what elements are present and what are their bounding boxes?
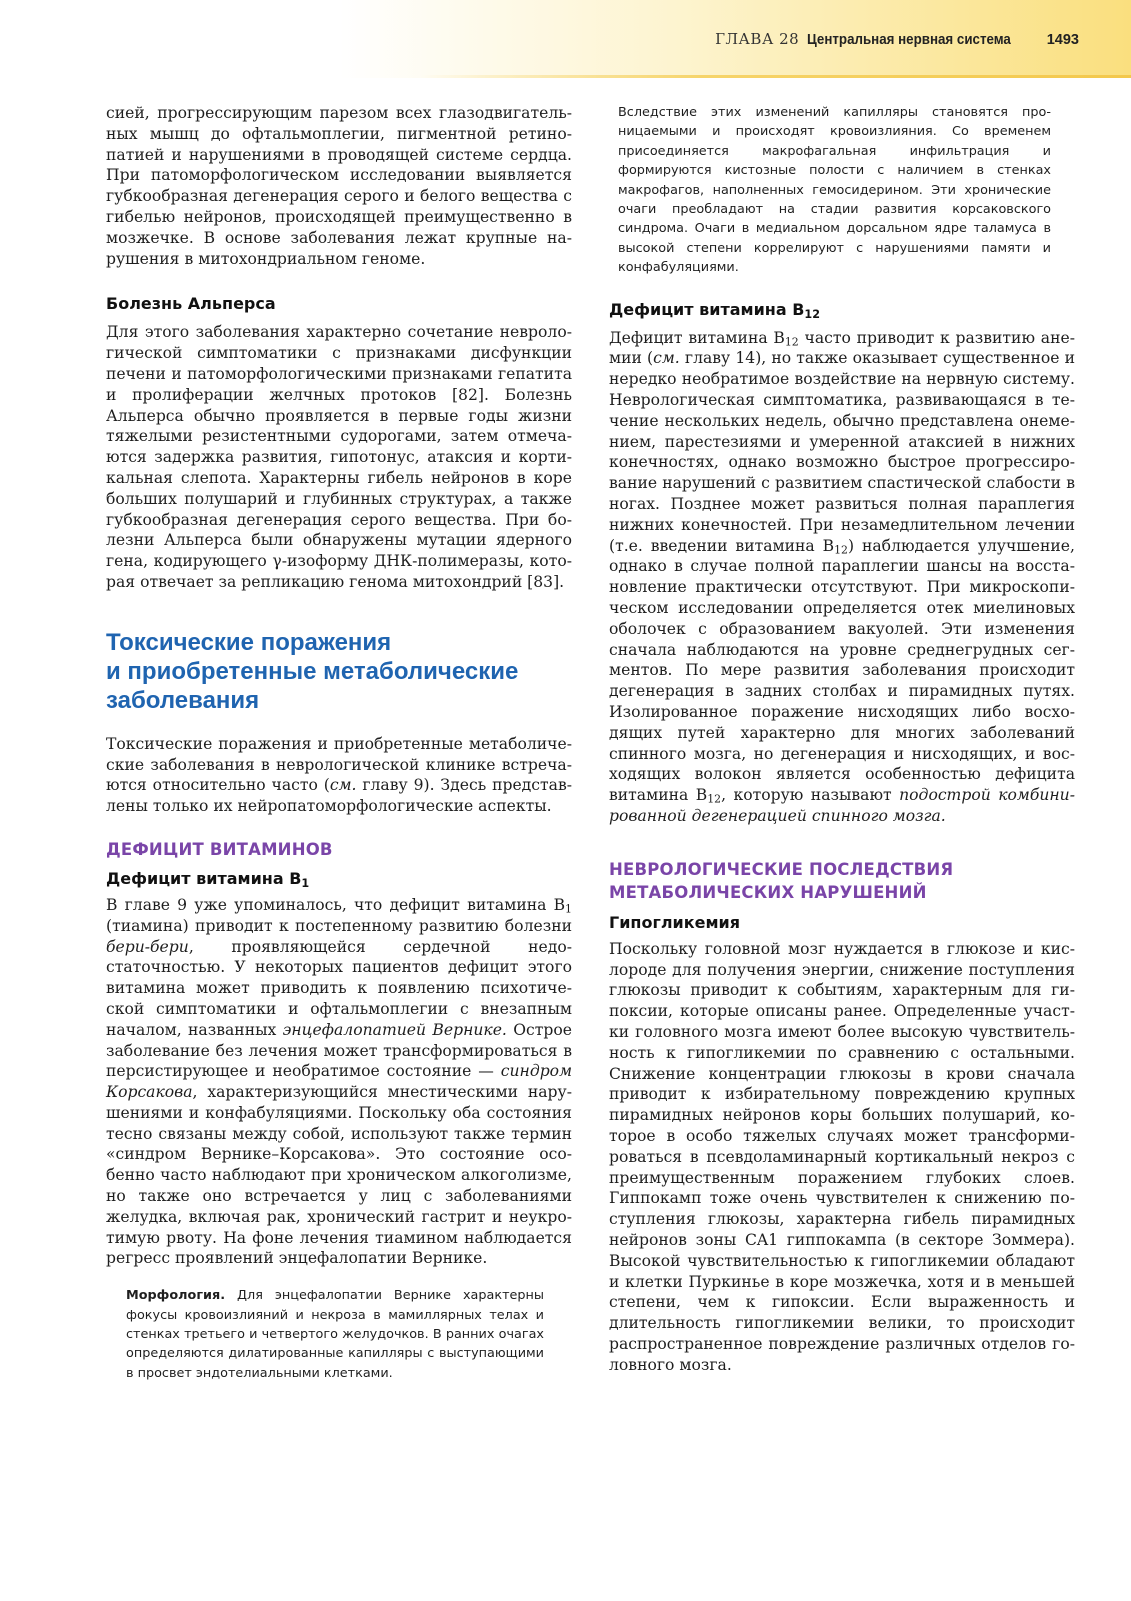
alpers-paragraph: Для этого заболевания характерно сочетание неврологической симптоматики с признаками дисфункции печени и патоморфологическими признаками гепатита и пролиферации желчных протоков [82]. Болезнь Альперса обычно проявляется в первые годы жизни тяжелыми резистентными судорогами, затем отмечаются задержка развития, гипотонус, атаксия и кортикальная слепота. Характерны гибель нейронов в коре больших полушарий и глубинных структурах, а также губкообразная дегенерация серого вещества. При болезни Альперса были обнаружены мутации ядерного гена, кодирующего γ-изоформу ДНК-полимеразы, которая отвечает за репликацию генома митохондрий [83].	[106, 323, 572, 591]
subscript: 12	[707, 792, 722, 806]
text-run: Острое заболевание без лечения может трансформироваться в персистирующее и необратимое состояние —	[106, 1020, 572, 1081]
hypoglycemia-heading: Гипогликемия	[609, 912, 741, 932]
b12-paragraph	[609, 328, 1075, 827]
running-head	[715, 29, 1079, 50]
subscript: 1	[565, 902, 572, 916]
italic-term: бери-бери	[106, 937, 189, 956]
text-run: , характеризующийся мнестическими нарушениями и конфабуляциями. Поскольку оба состояния тесно связаны между собой, используют также термин «синдром Вернике–Корсакова». Это состояние особенно часто наблюдают при хроническом алкоголизме, но также оно встречается у лиц с заболеваниями желудка, включая рак, хронический гастрит и неукротимую рвоту. На фоне лечения тиамином наблюдается регресс проявлений энцефалопатии Вернике.	[106, 1083, 572, 1268]
neuro-section-heading	[609, 858, 1075, 904]
text-run: часто приводит к развитию анемии (	[609, 328, 1075, 368]
toxic-heading-line: и приобретенные метаболические	[106, 657, 519, 685]
text-run: Для энцефалопатии Вернике характерны фокусы кровоизлияний и некроза в мамиллярных телах и стенках третьего и четвертого желудочков. В ранних очагах определяются дилатированные капилляры с выступающими в просвет эндотелиальными клетками.	[126, 1288, 544, 1381]
italic-term: синдром Корсакова	[106, 1062, 572, 1102]
italic-term: энцефалопатией Вернике.	[282, 1020, 507, 1039]
neuro-heading-line: МЕТАБОЛИЧЕСКИХ НАРУШЕНИЙ	[609, 882, 927, 902]
b1-heading-sub: 1	[301, 876, 310, 890]
chapter-label: ГЛАВА 28	[715, 30, 800, 48]
page-number: 1493	[1046, 32, 1079, 48]
see-ref: см.	[329, 776, 357, 795]
text-run: главу 9). Здесь представлены только их нейропатоморфологические аспекты.	[106, 776, 572, 816]
text-run: ) наблюдается улучшение, однако в случае полной параплегии шансы на восстановление практически отсутствуют. При микроскопическом исследовании определяется отек миелиновых оболочек с образованием вакуолей. Эти изменения сначала наблюдаются на уровне среднегрудных сегментов. По мере развития заболевания происходит дегенерация в задних столбах и пирамидных путях. Изолированное поражение нисходящих либо восходящих путей характерно для многих заболеваний спинного мозга, но дегенерация и нисходящих, и восходящих волокон является особенностью дефицита витамина B	[609, 536, 1075, 805]
morphology-paragraph	[106, 1286, 572, 1383]
hypoglycemia-paragraph: Поскольку головной мозг нуждается в глюкозе и кислороде для получения энергии, снижение поступления глюкозы приводит к событиям, характерным для гипоксии, которые описаны ранее. Определенные участки головного мозга имеют более высокую чувствительность к гипогликемии по сравнению с остальными. Снижение концентрации глюкозы в крови сначала приводит к избирательному повреждению крупных пирамидных нейронов коры больших полушарий, которое в особо тяжелых случаях может трансформироваться в псевдоламинарный кортикальный некроз с преимущественным поражением глубоких слоев. Гиппокамп тоже очень чувствителен к снижению поступления глюкозы, характерна гибель пирамидных нейронов зоны CA1 гиппокампа (в секторе Зоммера). Высокой чувствительностью к гипогликемии обладают и клетки Пуркинье в коре мозжечка, хотя и в меньшей степени, чем к гипоксии. Если выраженность и длительность гипогликемии велики, то происходит распространенное повреждение различных отделов головного мозга.	[609, 939, 1075, 1374]
b1-heading-text: Дефицит витамина B	[106, 868, 302, 888]
chapter-title: Центральная нервная система	[807, 32, 1012, 48]
b1-heading	[106, 868, 572, 890]
text-run: В главе 9 уже упоминалось, что дефицит витамина B	[106, 895, 566, 914]
left-column	[106, 103, 572, 1383]
text-run: Дефицит витамина B	[609, 328, 785, 347]
text-run: Токсические поражения и приобретенные метаболические заболевания в неврологической клинике встречаются относительно часто (	[106, 734, 572, 795]
b12-heading-text: Дефицит витамина B	[609, 299, 805, 319]
toxic-section-heading	[106, 628, 572, 715]
right-column	[609, 103, 1075, 1376]
subscript: 12	[784, 335, 799, 349]
alpers-heading: Болезнь Альперса	[106, 294, 276, 314]
toxic-heading-line: Токсические поражения	[106, 628, 392, 656]
intro-paragraph: сией, прогрессирующим парезом всех глазодвигательных мышц до офтальмоплегии, пигментной ретинопатией и нарушениями в проводящей системе сердца. При патоморфологическом исследовании выявляется губкообразная дегенерация серого и белого вещества с гибелью нейронов, происходящей преимущественно в мозжечке. В основе заболевания лежат крупные нарушения в митохондриальном геноме.	[106, 104, 572, 268]
toxic-paragraph	[106, 734, 572, 817]
toxic-heading-line: заболевания	[106, 686, 260, 714]
text-run: , которую называют	[721, 786, 900, 805]
neuro-heading-line: НЕВРОЛОГИЧЕСКИЕ ПОСЛЕДСТВИЯ	[609, 859, 954, 879]
italic-term: подострой комбинированной дегенерацией спинного мозга.	[609, 786, 1075, 825]
vitamins-heading: ДЕФИЦИТ ВИТАМИНОВ	[106, 839, 333, 859]
see-ref: см.	[653, 349, 680, 368]
b12-heading	[609, 299, 1075, 321]
morphology-label: Морфология.	[126, 1288, 226, 1304]
text-run: , проявляющейся сердечной недостаточностью. У некоторых пациентов дефицит этого витамина может приводить к появлению психотической симптоматики и офтальмоплегии с внезапным началом, названных	[106, 937, 572, 1039]
text-run: (тиамина) приводит к постепенному развитию болезни	[106, 916, 572, 935]
morphology-continued: Вследствие этих изменений капилляры становятся проницаемыми и происходят кровоизлияния. Со временем присоединяется макрофагальная инфильтрация и формируются кистозные полости с наличием в стенках макрофагов, наполненных гемосидерином. Эти хронические очаги преобладают на стадии развития корсаковского синдрома. Очаги в медиальном дорсальном ядре таламуса в высокой степени коррелируют с нарушениями памяти и конфабуляциями.	[618, 105, 1051, 276]
b12-heading-sub: 12	[804, 307, 820, 321]
subscript: 12	[834, 543, 848, 557]
text-run: главу 14), но также оказывает существенное и нередко необратимое воздействие на нервную систему. Неврологическая симптоматика, развивающаяся в течение нескольких недель, обычно представлена онемением, парестезиями и умеренной атаксией в нижних конечностях, однако возможно быстрое прогрессирование нарушений с развитием спастической слабости в ногах. Позднее может развиться полная параплегия нижних конечностей. При незамедлительном лечении (т.е. введении витамина B	[609, 349, 1075, 555]
b1-paragraph	[106, 895, 572, 1269]
